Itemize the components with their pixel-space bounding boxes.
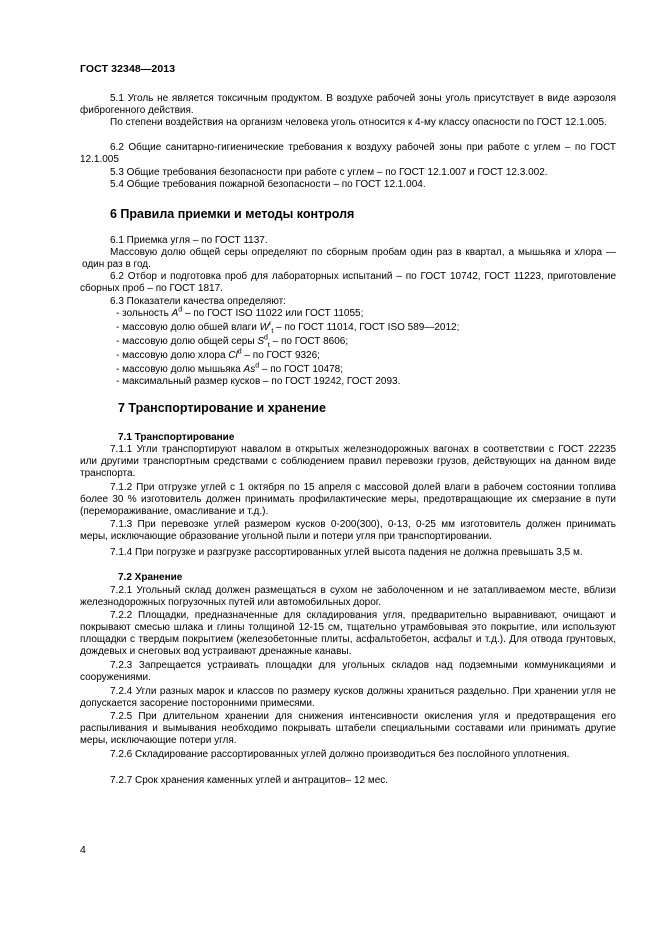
page-number: 4 xyxy=(80,844,86,856)
list-item-superscript: d xyxy=(263,334,268,342)
paragraph-7-2-7: 7.2.7 Срок хранения каменных углей и антрацитов– 12 мес. xyxy=(110,775,389,786)
list-item-superscript: d xyxy=(237,348,242,356)
paragraph-7-2-5: 7.2.5 При длительном хранении для снижения интенсивности окисления угля и предотвращения его распыливания и вымывания необходимо покрывать штабели специальными составами или принимать другие меры, исключающие потери угля. xyxy=(80,711,616,746)
list-item-symbol: As xyxy=(243,364,256,375)
paragraph-7-1-2: 7.1.2 При отгрузке углей с 1 октября по 15 апреля с массовой долей влаги в рабочем состоянии топлива более 30 % изготовитель должен принимать профилактические меры, предотвращающие их смерзание в пути (перемораживание, омасливание и т.д.). xyxy=(80,482,616,517)
list-item-symbol: S xyxy=(257,336,264,347)
paragraph-7-2-3: 7.2.3 Запрещается устраивать площадки для угольных складов над подземными коммуникациями и сооружениями. xyxy=(80,660,616,683)
subsection-7-1-heading: 7.1 Транспортирование xyxy=(118,432,235,443)
list-item xyxy=(116,322,459,334)
list-item-text: - массовую долю общей серы xyxy=(116,336,258,347)
paragraph-7-2-2: 7.2.2 Площадки, предназначенные для складирования угля, предварительно выравнивают, очищают и покрывают смесью шлака и глины толщиной 12-15 см, тщательно утрамбовывая это покрытие, или используют площадки с твердым покрытием (железобетонные плиты, асфальтобетон, асфальт и т.д.). Для отвода грунтовых, дождевых и снеговых вод устраивают дренажные канавы. xyxy=(80,610,616,657)
list-item xyxy=(116,364,343,376)
section-6-heading: 6 Правила приемки и методы контроля xyxy=(110,207,355,221)
paragraph-7-2-6: 7.2.6 Складирование рассортированных углей должно производиться без послойного уплотнения. xyxy=(110,749,570,760)
list-item-subscript: t xyxy=(271,328,274,335)
list-item-superscript: d xyxy=(178,306,183,314)
paragraph-5-1: 5.1 Уголь не является токсичным продуктом. В воздухе рабочей зоны уголь присутствует в виде аэрозоля фиброгенного действия. xyxy=(80,93,616,116)
list-item-reference: – по ГОСТ 10478; xyxy=(259,364,343,375)
section-7-heading: 7 Транспортирование и хранение xyxy=(118,401,326,415)
paragraph-7-1-3: 7.1.3 При перевозке углей размером кусков 0-200(300), 0-13, 0-25 мм изготовитель должен принимать меры, исключающие образование угольной пыли и потери угля при транспортировании. xyxy=(80,519,616,542)
paragraph-5-2: 6.2 Общие санитарно-гигиенические требования к воздуху рабочей зоны при работе с углем – по ГОСТ 12.1.005 xyxy=(80,142,616,165)
paragraph-5-1-class: По степени воздействия на организм человека уголь относится к 4-му классу опасности по ГОСТ 12.1.005. xyxy=(110,117,607,128)
list-item-subscript: t xyxy=(267,342,270,349)
list-item-reference: – по ГОСТ ISO 11022 или ГОСТ 11055; xyxy=(182,308,364,319)
list-item-text: - массовую долю обшей влаги xyxy=(116,322,260,333)
paragraph-5-4: 5.4 Общие требования пожарной безопасности – по ГОСТ 12.1.004. xyxy=(110,179,426,190)
list-item-text: - зольность xyxy=(116,308,172,319)
paragraph-7-2-4: 7.2.4 Угли разных марок и классов по размеру кусков должны храниться раздельно. При хранении угля не допускается засорение посторонними примесями. xyxy=(80,686,616,709)
paragraph-5-3: 5.3 Общие требования безопасности при работе с углем – по ГОСТ 12.1.007 и ГОСТ 12.3.002. xyxy=(110,167,548,178)
paragraph-7-1-4: 7.1.4 При погрузке и разгрузке рассортированных углей высота падения не должна превышать 3,5 м. xyxy=(110,547,583,558)
list-item-symbol: W xyxy=(259,322,270,333)
list-item xyxy=(116,336,348,348)
list-item-reference: – по ГОСТ 9326; xyxy=(241,350,320,361)
list-item-reference: – по ГОСТ 11014, ГОСТ ISO 589—2012; xyxy=(273,322,460,333)
list-item-superscript: d xyxy=(255,362,260,370)
list-item xyxy=(116,350,320,362)
list-item-symbol: Cl xyxy=(228,350,238,361)
list-item-text: - массовую долю мышьяка xyxy=(116,364,244,375)
document-header: ГОСТ 32348—2013 xyxy=(80,63,176,75)
list-item-text: - максимальный размер кусков – по ГОСТ 19242, ГОСТ 2093. xyxy=(116,376,401,387)
list-item xyxy=(116,308,363,320)
list-item xyxy=(116,376,400,388)
list-item-symbol: A xyxy=(171,308,179,319)
paragraph-7-2-1: 7.2.1 Угольный склад должен размещаться в сухом не заболоченном и не затапливаемом месте, вблизи железнодорожных погрузочных путей или автомобильных дорог. xyxy=(80,585,616,608)
paragraph-6-1: 6.1 Приемка угля – по ГОСТ 1137. xyxy=(110,235,268,246)
paragraph-7-1-1: 7.1.1 Угли транспортируют навалом в открытых железнодорожных вагонах в соответствии с ГОСТ 22235 или другими транспортным средствами с соблюдением правил перевозки грузов, действующих на данном виде транспорта. xyxy=(80,444,616,479)
list-item-superscript: r xyxy=(269,320,272,328)
paragraph-6-1-sulfur: Массовую долю общей серы определяют по сборным пробам один раз в квартал, а мышьяка и хлора — один раз в год. xyxy=(82,247,616,270)
list-item-reference: – по ГОСТ 8606; xyxy=(269,336,349,347)
list-item-text: - массовую долю хлора xyxy=(116,350,229,361)
paragraph-6-3: 6.3 Показатели качества определяют: xyxy=(110,296,286,307)
paragraph-6-2: 6.2 Отбор и подготовка проб для лабораторных испытаний – по ГОСТ 10742, ГОСТ 11223, приготовление сборных проб – по ГОСТ 1817. xyxy=(80,271,616,294)
subsection-7-2-heading: 7.2 Хранение xyxy=(118,572,183,583)
